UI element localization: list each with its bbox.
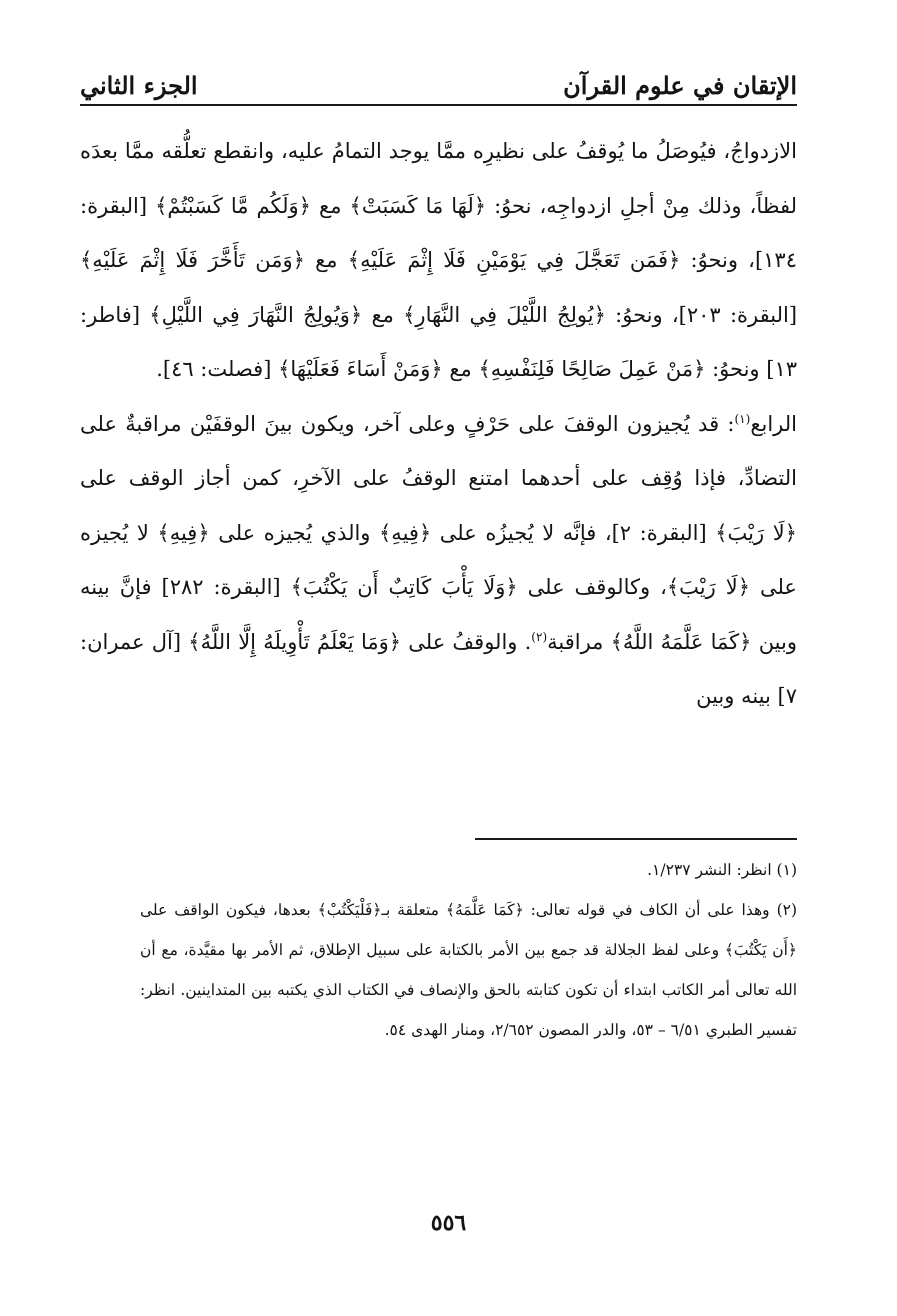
footnote-ref-2[interactable]: (٢) — [531, 629, 548, 644]
text-run: (٢) وهذا على أن الكاف في قوله تعالى: — [523, 901, 798, 919]
quran-verse: ﴿فَلْيَكْتُبْ﴾ — [317, 901, 382, 919]
text-run: ، وكالوقف على — [517, 575, 667, 599]
text-run: [البقرة: ١٣٤]، ونحوُ: — [80, 193, 797, 272]
quran-verse: ﴿فِيهِ﴾ — [157, 520, 210, 545]
quran-verse: ﴿فَمَن تَعَجَّلَ فِي يَوْمَيْنِ فَلَا إِثْمَ عَلَيْهِ﴾ — [347, 248, 681, 272]
text-run: . والوقفُ على — [401, 629, 532, 654]
text-run: [البقرة: ٢٨٢] فإنَّ بينه وبين — [80, 575, 798, 654]
quran-verse: ﴿لَهَا مَا كَسَبَتْ﴾ — [349, 193, 487, 218]
quran-verse: ﴿مَنْ عَمِلَ صَالِحًا فَلِنَفْسِهِ﴾ — [478, 357, 706, 381]
text-run: لا يُجيزه على — [80, 520, 797, 599]
footnote-ref-1[interactable]: (١) — [734, 411, 751, 426]
running-header — [80, 52, 797, 106]
text-run: والذي يُجيزه على — [209, 520, 379, 545]
footnote-divider — [475, 838, 797, 840]
text-run: [فاطر: ١٣] ونحوُ: — [80, 302, 797, 381]
paragraph-2 — [80, 397, 797, 724]
text-run: : قد يُجيزون الوقفَ على حَرْفٍ وعلى آخر، ويكون بينَ الوقفَيْن مراقبةٌ على التضادِّ، فإذا وُقِف على أحدهما امتنع الوقفُ على الآخرِ، كمن أجاز الوقف على — [80, 411, 797, 490]
text-run: مع — [310, 193, 350, 218]
text-run: الازدواجُ، فيُوصَلُ ما يُوقفُ على نظيرِه ممَّا يوجد التمامُ عليه، وانقطع تعلُّقه ممَّا بعدَه لفظاً، وذلك مِنْ أجلِ ازدواجِه، نحوُ: — [80, 139, 797, 218]
text-run: مع — [304, 248, 348, 272]
text-run: وعلى لفظ الجلالة قد جمع بين الأمر بالكتابة على سبيل الإطلاق، ثم الأمر بها مقيَّدة، مع أن الله تعالى أمر الكاتب ابتداء أن تكون كتابته بالحق والإنصاف في الكتاب الذي يكتبه بين المتداينين. انظر: تفسير الطبري ٦/٥١ – ٥٣، والدر المصون ٢/٦٥٢، ومنار الهدى ٥٤. — [140, 941, 797, 1039]
text-run: [البقرة: ٢٠٣]، ونحوُ: — [605, 302, 798, 327]
text-run: الرابع — [750, 411, 797, 436]
text-run: مع — [362, 302, 404, 327]
text-run: مع — [442, 357, 479, 381]
quran-verse: ﴿وَمَن تَأَخَّرَ فَلَا إِثْمَ عَلَيْهِ﴾ — [80, 248, 305, 272]
paragraph-1 — [80, 124, 797, 397]
text-run: مراقبة — [547, 629, 611, 654]
quran-verse: ﴿وَلَا يَأْبَ كَاتِبٌ أَن يَكْتُبَ﴾ — [290, 575, 518, 599]
quran-verse: ﴿وَمَا يَعْلَمُ تَأْوِيلَهُ إِلَّا اللَّهُ﴾ — [188, 629, 402, 654]
footnotes — [140, 850, 797, 1050]
volume-label: الجزء الثاني — [80, 71, 198, 100]
quran-verse: ﴿كَمَا عَلَّمَهُ﴾ — [445, 901, 524, 919]
quran-verse: ﴿فِيهِ﴾ — [379, 520, 432, 545]
quran-verse: ﴿وَمَنْ أَسَاءَ فَعَلَيْهَا﴾ — [278, 357, 443, 381]
text-run: [فصلت: ٤٦]. — [156, 357, 279, 381]
text-run: [آل عمران: ٧] بينه وبين — [80, 629, 797, 708]
quran-verse: ﴿وَيُولِجُ النَّهَارَ فِي اللَّيْلِ﴾ — [149, 302, 363, 327]
main-text — [80, 124, 797, 724]
book-title: الإتقان في علوم القرآن — [563, 71, 797, 100]
footnote-2 — [140, 890, 797, 1050]
quran-verse: ﴿لَا رَيْبَ﴾ — [666, 575, 751, 599]
quran-verse: ﴿أَن يَكْتُبَ﴾ — [724, 941, 797, 959]
page-number: ٥٥٦ — [430, 1210, 467, 1236]
text-run: بعدها، فيكون الواقف على — [140, 901, 318, 919]
quran-verse: ﴿وَلَكُم مَّا كَسَبْتُمْ﴾ — [155, 193, 311, 218]
quran-verse: ﴿لَا رَيْبَ﴾ — [715, 520, 797, 545]
quran-verse: ﴿كَمَا عَلَّمَهُ اللَّهُ﴾ — [610, 629, 752, 654]
footnote-1: (١) انظر: النشر ١/٢٣٧. — [647, 861, 797, 879]
text-run: [البقرة: ٢]، فإنَّه لا يُجيزُه على — [431, 520, 716, 545]
quran-verse: ﴿يُولِجُ اللَّيْلَ فِي النَّهَارِ﴾ — [403, 302, 606, 327]
text-run: متعلقة بـ — [381, 901, 446, 919]
